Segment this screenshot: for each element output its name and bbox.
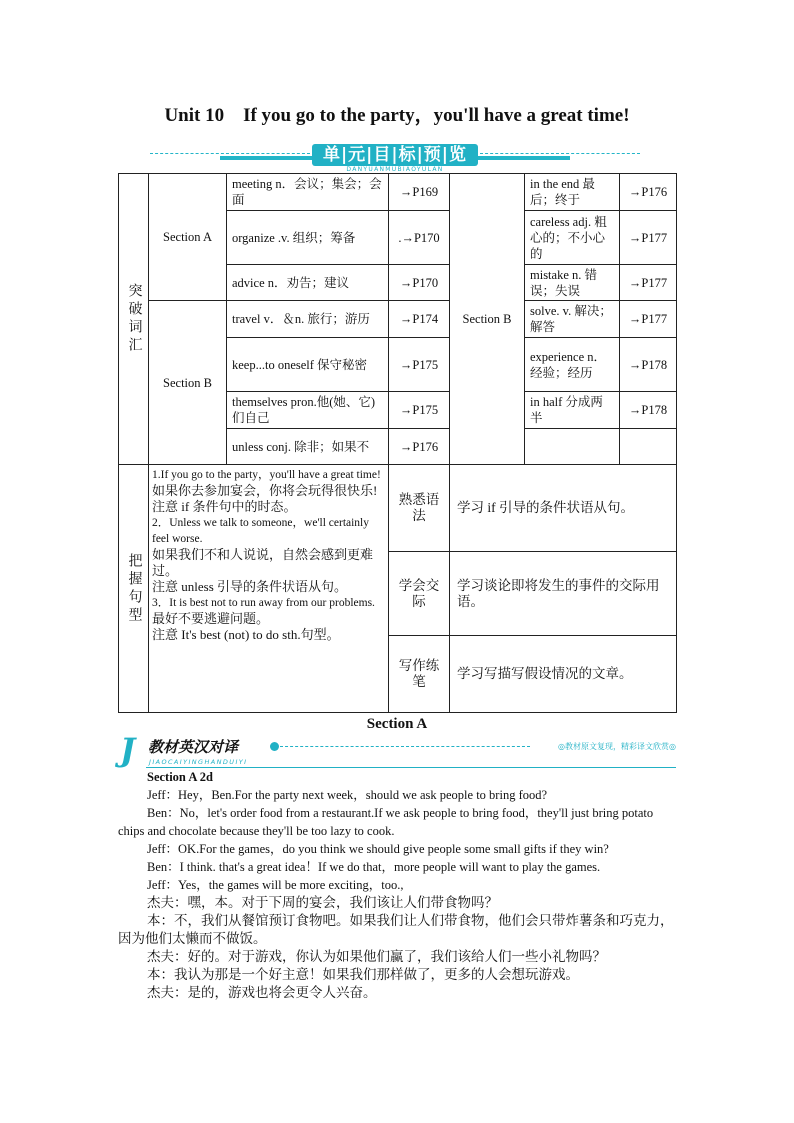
vocab-word: advice n．劝告；建议: [227, 265, 389, 301]
page-ref: →P176: [620, 174, 677, 211]
vocab-word: keep...to oneself 保守秘密: [227, 338, 389, 392]
dialog-line: 本：我认为那是一个好主意！如果我们那样做了，更多的人会想玩游戏。: [147, 967, 579, 982]
page-ref: →P175: [389, 392, 450, 429]
vocab-word: solve. v. 解决；解答: [525, 301, 620, 338]
dialog-heading: Section A 2d: [147, 770, 213, 784]
vocab-word: in the end 最后；终于: [525, 174, 620, 211]
page-ref: →P178: [620, 338, 677, 392]
page-ref: →P175: [389, 338, 450, 392]
dialog-line: 本：不，我们从餐馆预订食物吧。如果我们让人们带食物，他们会只带炸薯条和巧克力，因为他们太懒而不做饭。: [118, 913, 674, 946]
page-ref: →P169: [389, 174, 450, 211]
translation-banner: [120, 733, 676, 771]
page-ref: →P177: [620, 301, 677, 338]
page-ref: →P174: [389, 301, 450, 338]
section-b-label: Section B: [149, 301, 227, 465]
page-title: Unit 10 If you go to the party，you'll have a great time!: [164, 105, 630, 126]
goal-label: 熟悉语法: [389, 465, 450, 552]
banner-j-mark: J: [120, 731, 136, 769]
vocab-word: experience n．经验；经历: [525, 338, 620, 392]
goal-desc: 学习谈论即将发生的事件的交际用语。: [450, 552, 677, 636]
dialog-line: Ben：No，let's order food from a restaurant.If we ask people to bring food，they'll just bring potato chips and chocolate because they'll be too lazy to cook.: [118, 806, 654, 838]
vocab-word: careless adj. 粗心的；不小心的: [525, 211, 620, 265]
page-ref: →P176: [389, 429, 450, 465]
sentence-line: 注意 unless 引导的条件状语从句。: [152, 579, 348, 594]
sentence-line: 2．Unless we talk to someone，we'll certainly feel worse.: [152, 517, 370, 545]
section-title: Section A: [366, 716, 428, 732]
vocab-word: organize .v. 组织；筹备: [227, 211, 389, 265]
banner-pinyin: JIAOCAIYINGHANDUIYI: [149, 758, 248, 766]
unit-overview-table: [118, 173, 677, 713]
goal-label: 写作练笔: [389, 636, 450, 713]
dialog-line: 杰夫：嘿，本。对于下周的宴会，我们该让人们带食物吗？: [147, 895, 498, 910]
section-a-label: Section A: [149, 174, 227, 301]
unit-goals-banner: [150, 144, 640, 176]
page-ref: →P170: [389, 265, 450, 301]
sentence-line: 1.If you go to the party，you'll have a great time!: [152, 469, 381, 481]
bullet-dot: [270, 742, 279, 751]
vocab-category: 突破词汇: [119, 174, 149, 465]
vocab-word: travel v．＆n. 旅行；游历: [227, 301, 389, 338]
sentence-line: 注意 if 条件句中的时态。: [152, 499, 297, 514]
banner-tagline: ◎教材原文复现，精彩译文欣赏◎: [558, 742, 676, 751]
page-ref: .→P170: [389, 211, 450, 265]
vocab-word: mistake n. 错误；失误: [525, 265, 620, 301]
key-sentences: [149, 465, 389, 713]
page-ref: →P177: [620, 265, 677, 301]
dialog-line: 杰夫：是的，游戏也将会更令人兴奋。: [147, 985, 377, 1000]
goal-label: 学会交际: [389, 552, 450, 636]
empty-cell: [620, 429, 677, 465]
banner-label: 教材英汉对译: [148, 738, 239, 756]
section-b-label: Section B: [450, 174, 525, 465]
sentence-line: 3．It is best not to run away from our problems.: [152, 597, 375, 609]
dialog-line: Ben：I think. that's a great idea！If we do that，more people will want to play the games.: [147, 860, 601, 874]
goal-desc: 学习写描写假设情况的文章。: [450, 636, 677, 713]
sentence-line: 如果你去参加宴会，你将会玩得很快乐!: [152, 483, 378, 498]
dialog-line: Jeff：OK.For the games，do you think we should give people some small gifts if they win?: [147, 842, 609, 856]
page-ref: →P178: [620, 392, 677, 429]
sentence-line: 如果我们不和人说说，自然会感到更难过。: [152, 547, 374, 578]
sentence-category: 把握句型: [119, 465, 149, 713]
dialog-line: Jeff：Yes，the games will be more exciting，too.,: [147, 878, 404, 892]
empty-cell: [525, 429, 620, 465]
dialog-line: 杰夫：好的。对于游戏，你认为如果他们赢了，我们该给人们一些小礼物吗？: [147, 949, 606, 964]
banner-label: 单|元|目|标|预|览: [312, 144, 478, 166]
banner-pinyin: DANYUANMUBIAOYULAN: [346, 166, 444, 173]
vocab-word: in half 分成两半: [525, 392, 620, 429]
sentence-line: 注意 It's best (not) to do sth.句型。: [152, 627, 340, 642]
vocab-word: meeting n．会议；集会；会面: [227, 174, 389, 211]
vocab-word: themselves pron.他(她、它) 们自己: [227, 392, 389, 429]
dialog-line: Jeff：Hey，Ben.For the party next week，should we ask people to bring food?: [147, 788, 548, 802]
page-ref: →P177: [620, 211, 677, 265]
goal-desc: 学习 if 引导的条件状语从句。: [450, 465, 677, 552]
sentence-line: 最好不要逃避问题。: [152, 611, 270, 626]
dialog-text: [118, 768, 676, 1002]
vocab-word: unless conj. 除非；如果不: [227, 429, 389, 465]
